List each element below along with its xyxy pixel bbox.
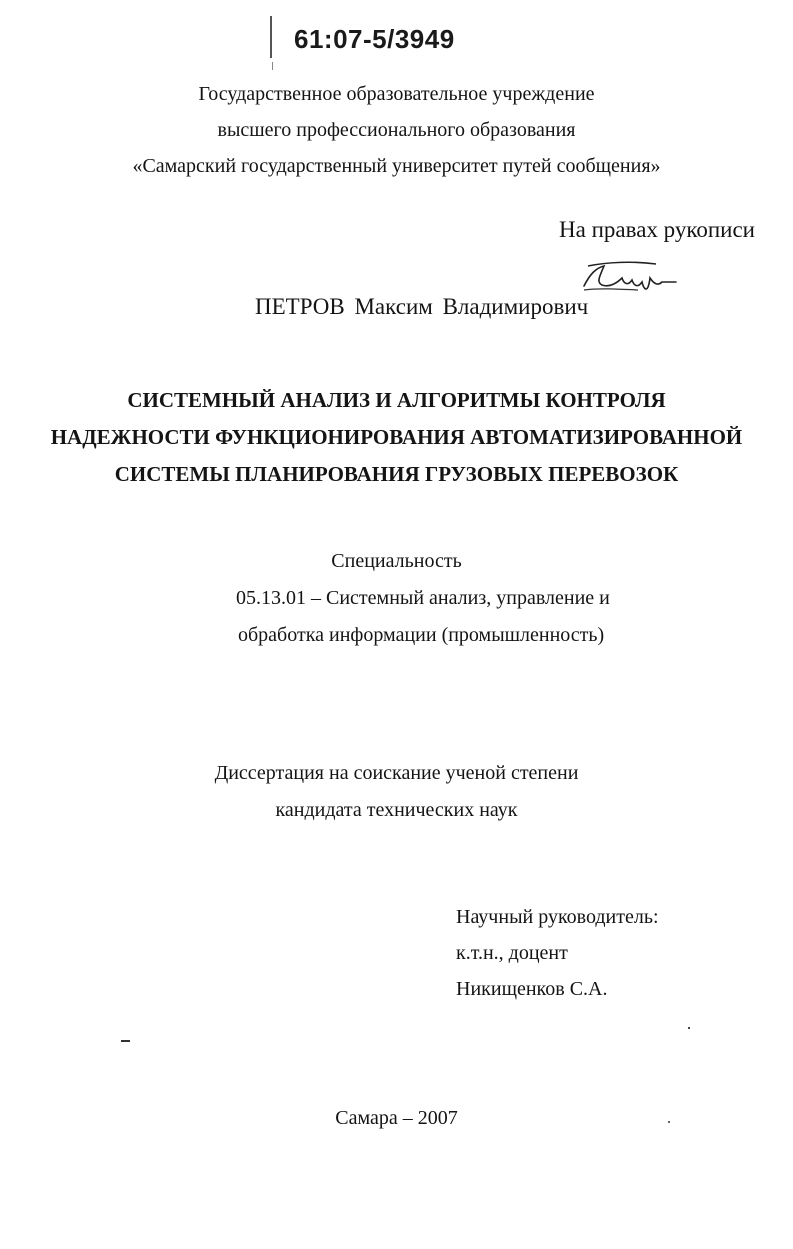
degree-block: [0, 755, 793, 829]
advisor-name: Никищенков С.А.: [456, 978, 608, 1000]
scan-speck: [668, 1121, 670, 1123]
specialty-label: Специальность: [331, 550, 462, 572]
institution-block: [0, 76, 793, 184]
scan-mark: [272, 62, 273, 70]
institution-line: Государственное образовательное учреждение: [198, 83, 595, 105]
city-year: Самара – 2007: [335, 1107, 458, 1129]
specialty-block: [0, 543, 793, 646]
title-line: НАДЕЖНОСТИ ФУНКЦИОНИРОВАНИЯ АВТОМАТИЗИРОВАННОЙ: [50, 425, 743, 449]
handwritten-signature: [578, 252, 686, 302]
rights-note: На правах рукописи: [559, 217, 755, 242]
advisor-label: Научный руководитель:: [456, 906, 659, 928]
specialty-line: 05.13.01 – Системный анализ, управление и: [236, 587, 610, 609]
degree-line: кандидата технических наук: [275, 799, 518, 821]
scan-speck: [688, 1027, 690, 1029]
degree-line: Диссертация на соискание ученой степени: [214, 762, 579, 784]
specialty-line: обработка информации (промышленность): [238, 624, 605, 646]
advisor-degree: к.т.н., доцент: [456, 942, 568, 964]
institution-line: высшего профессионального образования: [217, 119, 576, 141]
dissertation-title: [0, 382, 793, 493]
author-name: ПЕТРОВ Максим Владимирович: [255, 294, 589, 319]
title-line: СИСТЕМЫ ПЛАНИРОВАНИЯ ГРУЗОВЫХ ПЕРЕВОЗОК: [114, 462, 679, 486]
scan-mark: [270, 16, 272, 58]
advisor-block: [456, 899, 659, 1007]
title-line: СИСТЕМНЫЙ АНАЛИЗ И АЛГОРИТМЫ КОНТРОЛЯ: [127, 388, 666, 412]
archive-number: 61:07-5/3949: [294, 24, 455, 54]
institution-line: «Самарский государственный университет путей сообщения»: [132, 155, 661, 177]
scan-speck: [121, 1040, 130, 1042]
